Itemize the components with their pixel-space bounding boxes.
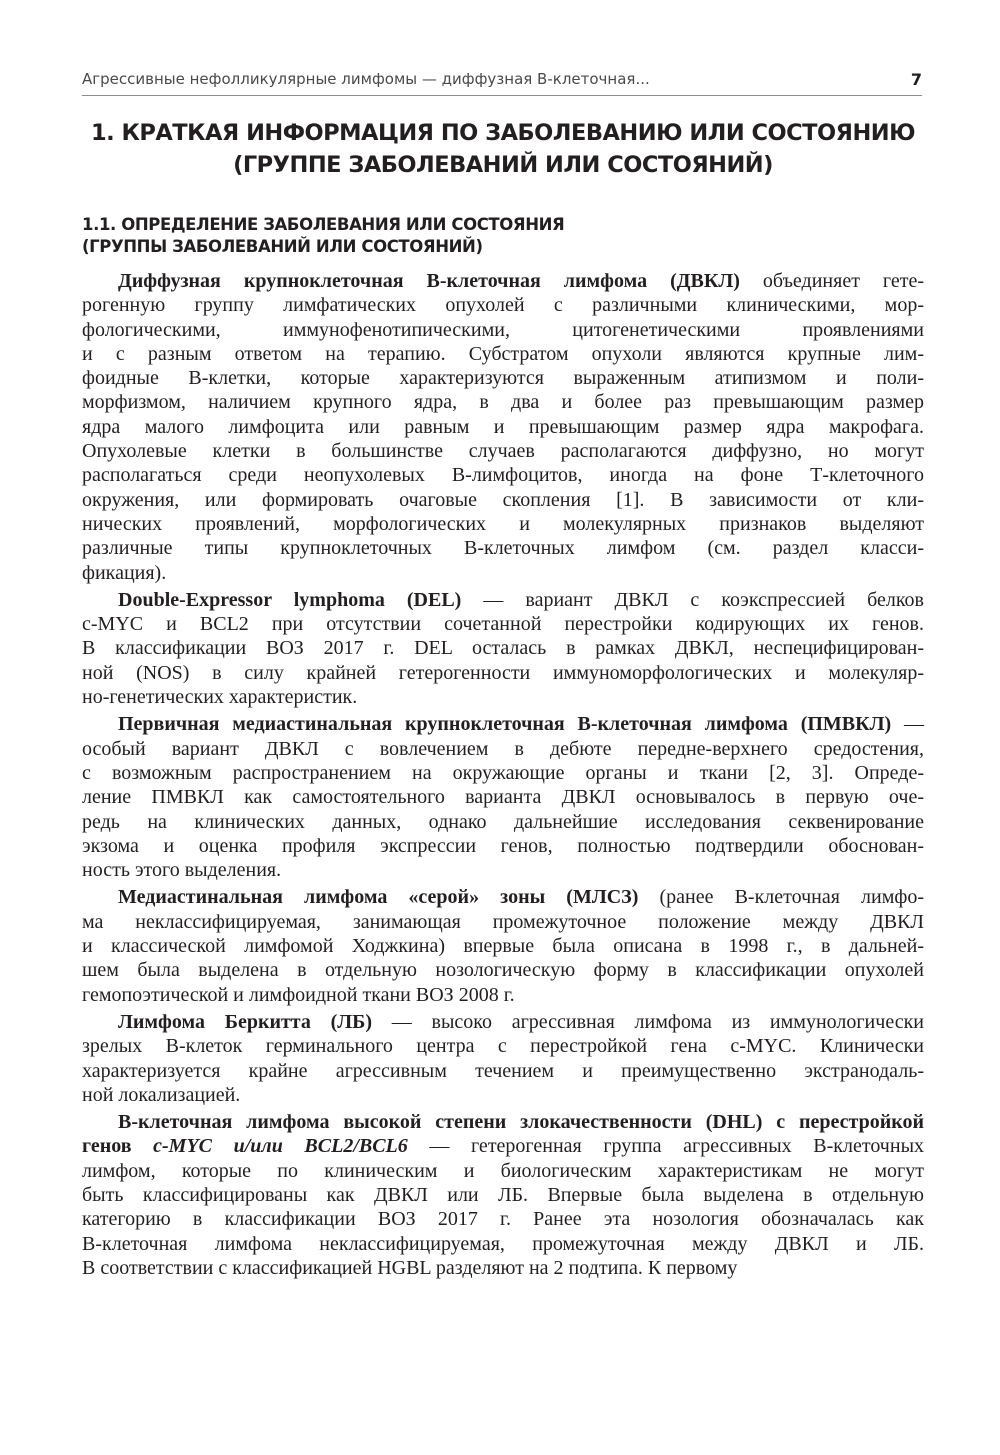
line-text: быть классифицированы как ДВКЛ или ЛБ. Впервые была выделена в отдельную bbox=[82, 1183, 924, 1206]
section-title bbox=[80, 117, 926, 181]
line-text: ной локализацией. bbox=[82, 1083, 241, 1106]
text-line bbox=[82, 1134, 924, 1158]
text-line bbox=[82, 858, 924, 882]
text-line bbox=[82, 1010, 924, 1034]
text-line bbox=[82, 712, 924, 736]
paragraph bbox=[82, 269, 924, 585]
text-line bbox=[82, 390, 924, 414]
text-line bbox=[82, 737, 924, 761]
line-text: фикация). bbox=[82, 561, 167, 584]
bold-term: Double-Expressor lymphoma (DEL) bbox=[118, 588, 462, 611]
line-text: В классификации ВОЗ 2017 г. DEL осталась в рамках ДВКЛ, неспецифицирован- bbox=[82, 637, 924, 660]
text-line bbox=[82, 269, 924, 293]
header-rule bbox=[82, 95, 922, 96]
bold-term: Лимфома Беркитта (ЛБ) bbox=[118, 1010, 373, 1033]
subsection-title-line-2: (ГРУППЫ ЗАБОЛЕВАНИЙ ИЛИ СОСТОЯНИЙ) bbox=[82, 237, 483, 256]
text-line bbox=[82, 488, 924, 512]
paragraph bbox=[82, 1110, 924, 1280]
line-text: — высоко агрессивная лимфома из иммунологически bbox=[372, 1010, 924, 1033]
text-line bbox=[82, 983, 924, 1007]
text-line bbox=[82, 561, 924, 585]
line-text: ядра малого лимфоцита или равным и превышающим размер ядра макрофага. bbox=[82, 415, 924, 438]
text-line bbox=[82, 439, 924, 463]
subsection-title-line-1: 1.1. ОПРЕДЕЛЕНИЕ ЗАБОЛЕВАНИЯ ИЛИ СОСТОЯНИЯ bbox=[82, 215, 565, 234]
text-line bbox=[82, 293, 924, 317]
text-line bbox=[82, 810, 924, 834]
subsection-title bbox=[82, 214, 928, 258]
text-line bbox=[82, 1059, 924, 1083]
page-number: 7 bbox=[910, 70, 922, 89]
line-text: но-генетических характеристик. bbox=[82, 686, 358, 709]
bold-term: Диффузная крупноклеточная В-клеточная лимфома (ДВКЛ) bbox=[118, 270, 740, 292]
line-text: категорию в классификации ВОЗ 2017 г. Ранее эта нозология обозначалась как bbox=[82, 1208, 924, 1231]
text-line bbox=[82, 1159, 924, 1183]
line-text: В-клеточная лимфома неклассифицируемая, промежуточная между ДВКЛ и ЛБ. bbox=[82, 1232, 924, 1255]
line-text: ление ПМВКЛ как самостоятельного варианта ДВКЛ основывалось в первую оче- bbox=[82, 786, 924, 809]
paragraph bbox=[82, 885, 924, 1006]
line-text: — вариант ДВКЛ с коэкспрессией белков bbox=[461, 588, 924, 611]
line-text: c-MYC и BCL2 при отсутствии сочетанной перестройки кодирующих их генов. bbox=[82, 613, 924, 636]
text-line bbox=[82, 1183, 924, 1207]
section-title-line-2: (ГРУППЕ ЗАБОЛЕВАНИЙ ИЛИ СОСТОЯНИЙ) bbox=[233, 152, 773, 178]
bold-term: генов bbox=[82, 1135, 154, 1158]
line-text: нических проявлений, морфологических и молекулярных признаков выделяют bbox=[82, 512, 924, 535]
text-line bbox=[82, 318, 924, 342]
gene-names bbox=[153, 1135, 408, 1157]
text-line bbox=[82, 685, 924, 709]
body-text bbox=[82, 269, 924, 1280]
line-text: В соответствии с классификацией HGBL разделяют на 2 подтипа. К первому bbox=[82, 1256, 738, 1279]
text-line bbox=[82, 885, 924, 909]
line-text: различные типы крупноклеточных В-клеточных лимфом (см. раздел класси- bbox=[82, 537, 924, 560]
line-text: редь на клинических данных, однако дальнейшие исследования секвенирование bbox=[82, 810, 924, 833]
line-text: с возможным распространением на окружающие органы и ткани [2, 3]. Опреде- bbox=[82, 761, 924, 784]
line-text: — bbox=[891, 713, 924, 736]
text-line bbox=[82, 661, 924, 685]
text-line bbox=[82, 958, 924, 982]
text-line bbox=[82, 834, 924, 858]
bold-term: Медиастинальная лимфома «серой» зоны (МЛСЗ) bbox=[118, 886, 639, 909]
text-line bbox=[82, 366, 924, 390]
line-text: морфизмом, наличием крупного ядра, в два и более раз превышающим размер bbox=[82, 391, 924, 414]
bold-term: Первичная медиастинальная крупноклеточная В-клеточная лимфома (ПМВКЛ) bbox=[118, 713, 892, 736]
text-line bbox=[82, 1034, 924, 1058]
line-text: располагаться среди неопухолевых В-лимфоцитов, иногда на фоне Т-клеточного bbox=[82, 464, 924, 487]
line-text: экзома и оценка профиля экспрессии генов, полностью подтвердили обоснован- bbox=[82, 834, 924, 857]
section-title-line-1: 1. КРАТКАЯ ИНФОРМАЦИЯ ПО ЗАБОЛЕВАНИЮ ИЛИ СОСТОЯНИЮ bbox=[90, 120, 916, 146]
line-text: шем была выделена в отдельную нозологическую форму в классификации опухолей bbox=[82, 959, 924, 982]
paragraph bbox=[82, 588, 924, 709]
text-line bbox=[82, 761, 924, 785]
line-text: рогенную группу лимфатических опухолей с различными клиническими, мор- bbox=[82, 294, 924, 317]
line-text: Опухолевые клетки в большинстве случаев располагаются диффузно, но могут bbox=[82, 440, 924, 463]
gene-names-text: c-MYC и/или BCL2/BCL6 bbox=[153, 1135, 408, 1158]
text-line bbox=[82, 1232, 924, 1256]
text-line bbox=[82, 934, 924, 958]
text-line bbox=[82, 1110, 924, 1134]
line-text: ной (NOS) в силу крайней гетерогенности иммуноморфологических и молекуляр- bbox=[82, 661, 924, 684]
line-text: фологическими, иммунофенотипическими, цитогенетическими проявлениями bbox=[82, 318, 924, 341]
line-text: и с разным ответом на терапию. Субстратом опухоли являются крупные лим- bbox=[82, 342, 924, 365]
text-line bbox=[82, 785, 924, 809]
text-line bbox=[82, 1256, 924, 1280]
bold-term: В-клеточная лимфома высокой степени злокачественности (DHL) с перестройкой bbox=[118, 1111, 924, 1134]
text-line bbox=[82, 512, 924, 536]
text-line bbox=[82, 1207, 924, 1231]
text-line bbox=[82, 1083, 924, 1107]
paragraph bbox=[82, 1010, 924, 1107]
line-text: ность этого выделения. bbox=[82, 859, 282, 882]
line-text: гемопоэтической и лимфоидной ткани ВОЗ 2008 г. bbox=[82, 983, 515, 1006]
line-text: и классической лимфомой Ходжкина) впервые была описана в 1998 г., в дальней- bbox=[82, 935, 924, 958]
line-text: фоидные В-клетки, которые характеризуются выраженным атипизмом и поли- bbox=[82, 367, 924, 390]
text-line bbox=[82, 463, 924, 487]
line-text: окружения, или формировать очаговые скопления [1]. В зависимости от кли- bbox=[82, 488, 924, 511]
text-line bbox=[82, 342, 924, 366]
line-text: (ранее В-клеточная лимфо- bbox=[638, 886, 924, 909]
text-line bbox=[82, 612, 924, 636]
text-line bbox=[82, 910, 924, 934]
text-line bbox=[82, 536, 924, 560]
paragraph bbox=[82, 712, 924, 882]
line-text: особый вариант ДВКЛ с вовлечением в дебюте передне-верхнего средостения, bbox=[82, 737, 924, 760]
line-text: лимфом, которые по клиническим и биологическим характеристикам не могут bbox=[82, 1159, 924, 1182]
line-text: ма неклассифицируемая, занимающая промежуточное положение между ДВКЛ bbox=[82, 910, 924, 933]
running-title: Агрессивные нефолликулярные лимфомы — диффузная В-клеточная... bbox=[82, 70, 650, 88]
line-text: — гетерогенная группа агрессивных В-клеточных bbox=[407, 1135, 925, 1158]
line-text: характеризуется крайне агрессивным течением и преимущественно экстранодаль- bbox=[82, 1059, 924, 1082]
line-text: объединяет гете- bbox=[739, 270, 925, 292]
text-line bbox=[82, 636, 924, 660]
text-line bbox=[82, 415, 924, 439]
line-text: зрелых В-клеток герминального центра с перестройкой гена c-MYC. Клинически bbox=[82, 1035, 924, 1058]
text-line bbox=[82, 588, 924, 612]
